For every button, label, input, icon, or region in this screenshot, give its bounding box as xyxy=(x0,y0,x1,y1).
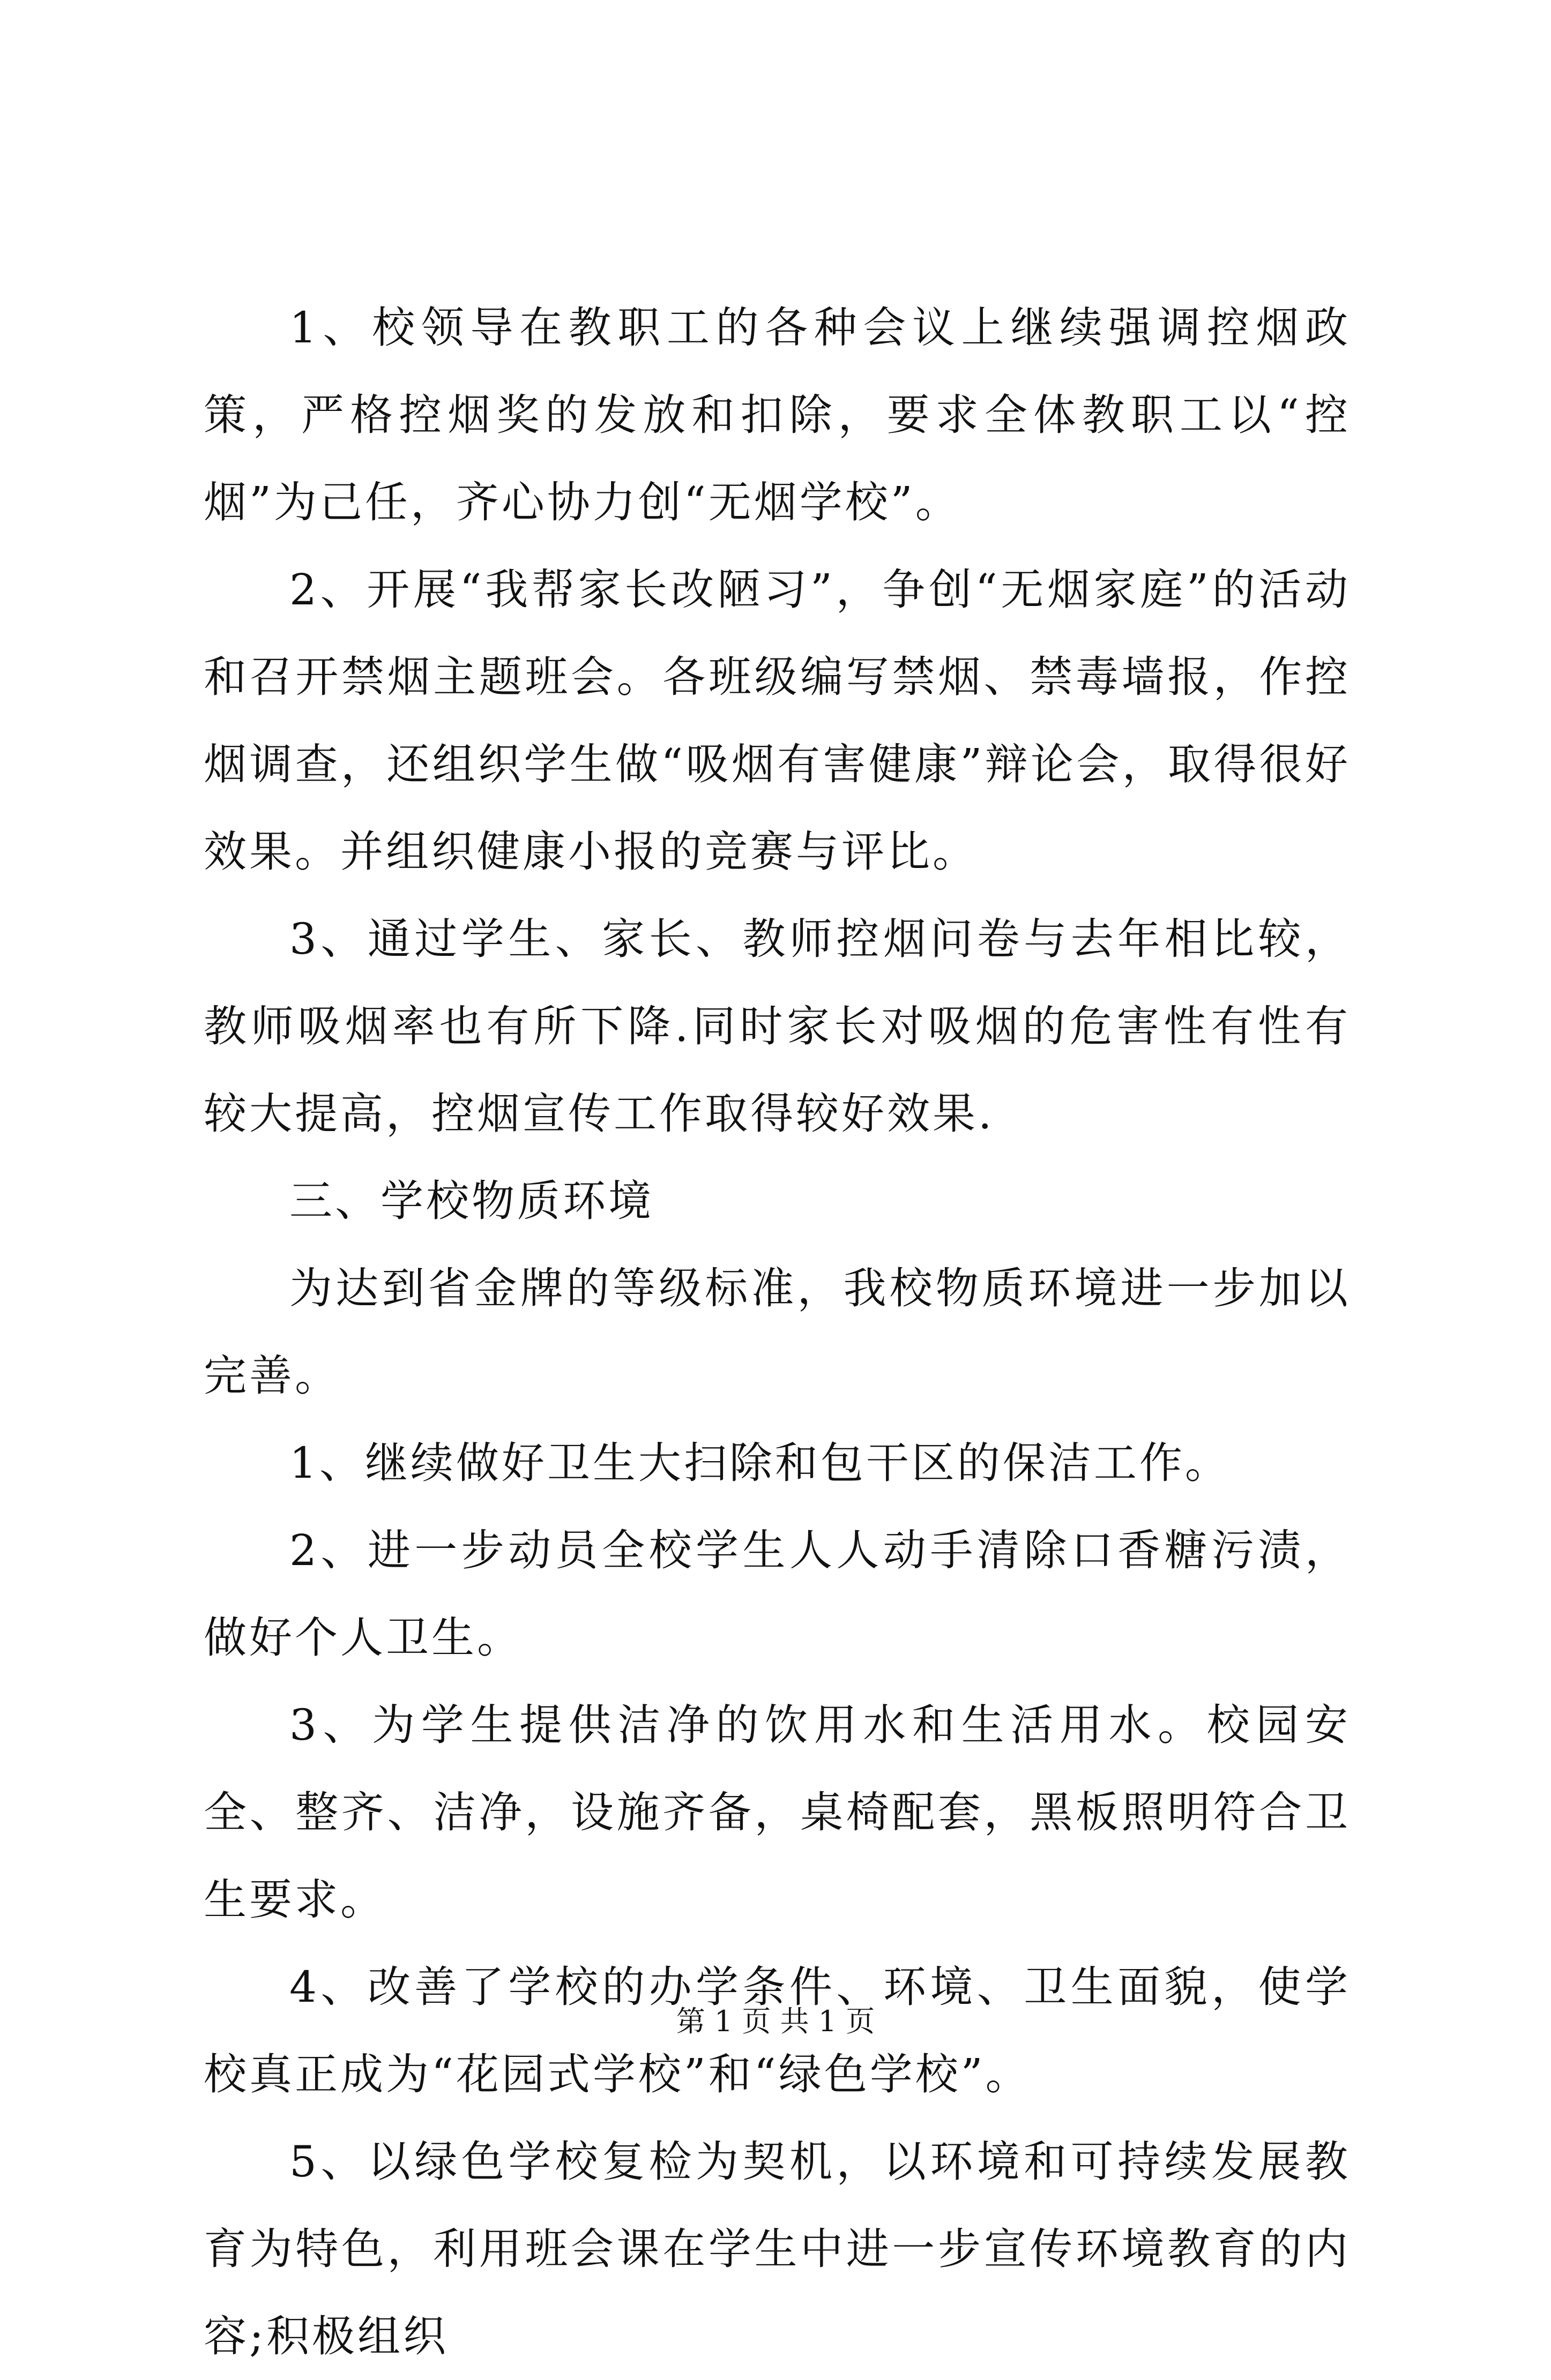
paragraph-1: 1、校领导在教职工的各种会议上继续强调控烟政策，严格控烟奖的发放和扣除，要求全体教职工以“控烟”为己任，齐心协力创“无烟学校”。 xyxy=(204,303,1351,527)
paragraph-2: 2、开展“我帮家长改陋习”，争创“无烟家庭”的活动和召开禁烟主题班会。各班级编写禁烟、禁毒墙报，作控烟调查，还组织学生做“吸烟有害健康”辩论会，取得很好效果。并组织健康小报的竞赛与评比。 xyxy=(204,565,1351,877)
paragraph-item-2: 2、进一步动员全校学生人人动手清除口香糖污渍，做好个人卫生。 xyxy=(204,1525,1351,1663)
paragraph-3: 3、通过学生、家长、教师控烟问卷与去年相比较，教师吸烟率也有所下降.同时家长对吸烟的危害性有性有较大提高，控烟宣传工作取得较好效果. xyxy=(204,914,1351,1139)
paragraph-item-5: 5、以绿色学校复检为契机，以环境和可持续发展教育为特色，利用班会课在学生中进一步宣传环境教育的内容;积极组织 xyxy=(204,2137,1351,2361)
paragraph-item-3: 3、为学生提供洁净的饮用水和生活用水。校园安全、整齐、洁净，设施齐备，桌椅配套，黑板照明符合卫生要求。 xyxy=(204,1700,1351,1925)
paragraph-intro: 为达到省金牌的等级标准，我校物质环境进一步加以完善。 xyxy=(204,1263,1351,1401)
document-body xyxy=(204,284,1351,2380)
page-number-footer: 第 1 页 共 1 页 xyxy=(676,2004,875,2038)
paragraph-item-4: 4、改善了学校的办学条件、环境、卫生面貌，使学校真正成为“花园式学校”和“绿色学校”。 xyxy=(204,1962,1351,2099)
paragraph-item-1: 1、继续做好卫生大扫除和包干区的保洁工作。 xyxy=(289,1438,1231,1488)
section-heading: 三、学校物质环境 xyxy=(289,1176,654,1226)
